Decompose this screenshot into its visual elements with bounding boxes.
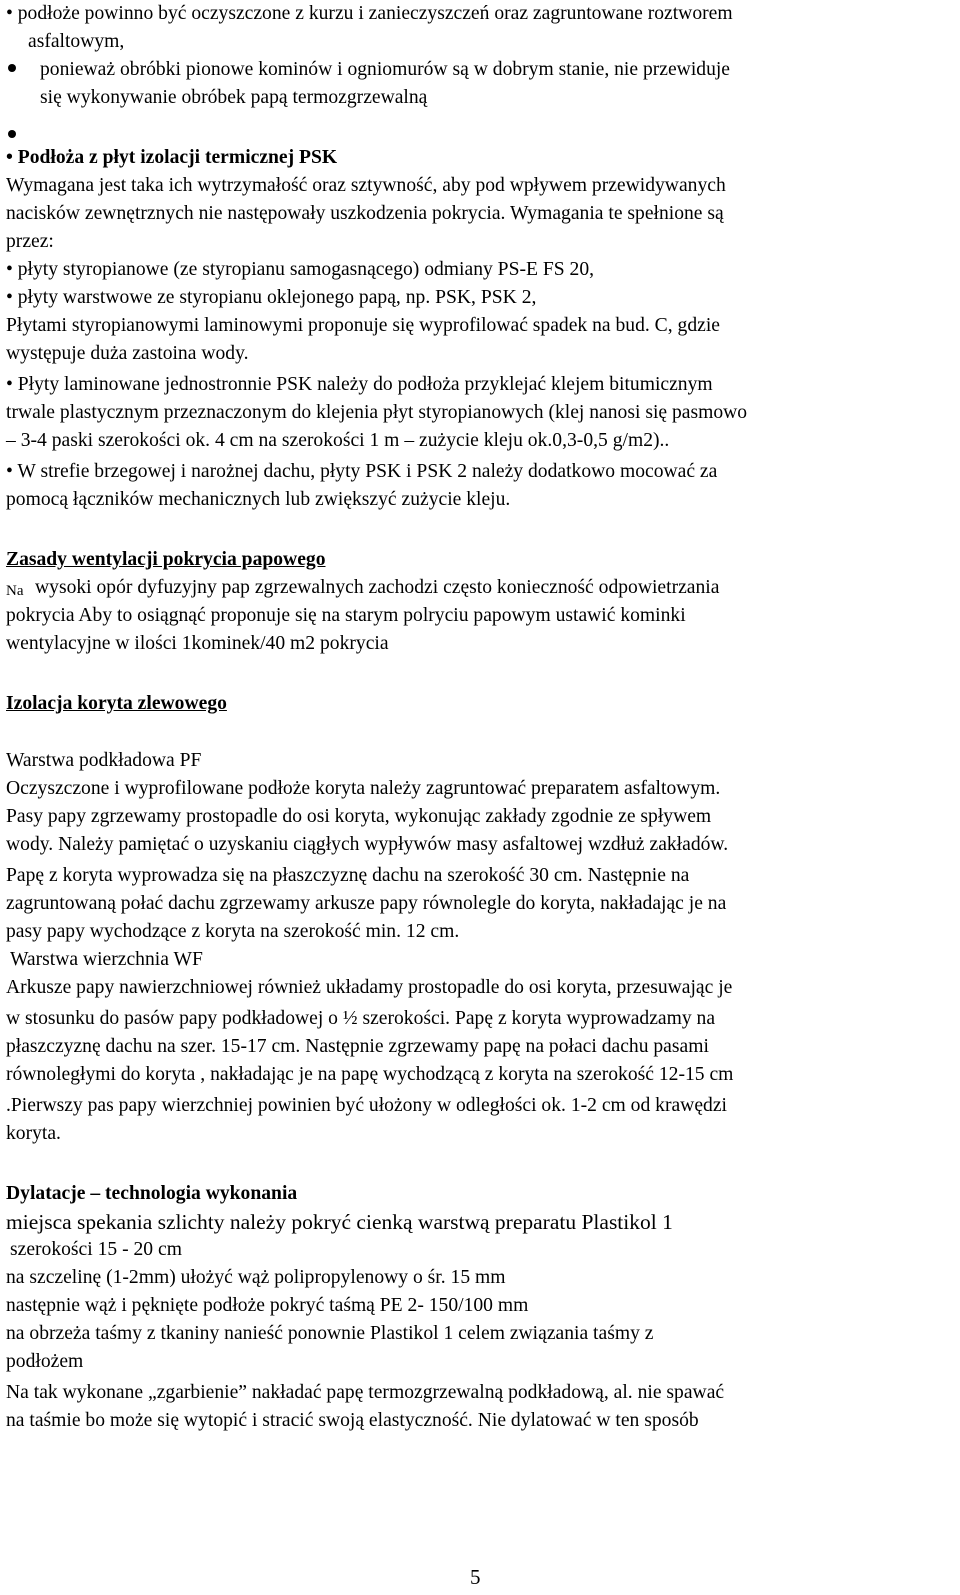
text-line: • W strefie brzegowej i narożnej dachu, płyty PSK i PSK 2 należy dodatkowo mocować za [6, 461, 718, 482]
bullet-dot [8, 64, 16, 72]
text-line: ponieważ obróbki pionowe kominów i ogniomurów są w dobrym stanie, nie przewiduje [40, 59, 731, 80]
text-line: płaszczyznę dachu na szer. 15-17 cm. Następnie zgrzewamy papę na połaci dachu pasami [6, 1036, 709, 1057]
text-line: Płytami styropianowymi laminowymi proponuje się wyprofilować spadek na bud. C, gdzie [6, 315, 720, 336]
section-subheading: • Podłoża z płyt izolacji termicznej PSK [6, 147, 338, 168]
page-number: 5 [470, 1565, 481, 1589]
text-line: • Płyty laminowane jednostronnie PSK należy do podłoża przyklejać klejem bitumicznym [6, 374, 713, 395]
text-line: podłożem [6, 1351, 84, 1372]
text-line: .Pierwszy pas papy wierzchniej powinien być ułożony w odległości ok. 1-2 cm od krawędzi [6, 1095, 727, 1116]
text-line: Warstwa wierzchnia WF [10, 949, 203, 970]
text-line: wysoki opór dyfuzyjny pap zgrzewalnych zachodzi często konieczność odpowietrzania [35, 577, 720, 598]
text-line: Na [6, 583, 24, 599]
text-line: Wymagana jest taka ich wytrzymałość oraz sztywność, aby pod wpływem przewidywanych [6, 175, 726, 196]
text-line: nacisków zewnętrznych nie następowały uszkodzenia pokrycia. Wymagania te spełnione są [6, 203, 724, 224]
text-line: asfaltowym, [28, 31, 125, 52]
text-line: • płyty styropianowe (ze styropianu samogasnącego) odmiany PS-E FS 20, [6, 259, 595, 280]
text-line: równoległymi do koryta , nakładając je na papę wychodzącą z koryta na szerokość 12-15 cm [6, 1064, 734, 1085]
text-line: Warstwa podkładowa PF [6, 750, 202, 771]
text-line: Pasy papy zgrzewamy prostopadle do osi koryta, wykonując zakłady zgodnie ze spływem [6, 806, 712, 827]
text-line: Na tak wykonane „zgarbienie” nakładać papę termozgrzewalną podkładową, al. nie spawać [6, 1382, 725, 1403]
text-line: w stosunku do pasów papy podkładowej o ½ szerokości. Papę z koryta wyprowadzamy na [6, 1008, 716, 1029]
section-heading: Zasady wentylacji pokrycia papowego [6, 549, 326, 570]
text-line: przez: [6, 231, 54, 252]
text-line: na taśmie bo może się wytopić i stracić swoją elastyczność. Nie dylatować w ten sposób [6, 1410, 699, 1431]
text-line: szerokości 15 - 20 cm [10, 1239, 182, 1260]
text-line: Papę z koryta wyprowadza się na płaszczyznę dachu na szerokość 30 cm. Następnie na [6, 865, 690, 886]
text-line: koryta. [6, 1123, 61, 1144]
text-line: pokrycia Aby to osiągnąć proponuje się na starym polryciu papowym ustawić kominki [6, 605, 686, 626]
text-line: – 3-4 paski szerokości ok. 4 cm na szerokości 1 m – zużycie kleju ok.0,3-0,5 g/m2).. [6, 430, 670, 451]
bullet-dot [8, 130, 16, 138]
section-heading: Dylatacje – technologia wykonania [6, 1183, 298, 1204]
text-line: Oczyszczone i wyprofilowane podłoże koryta należy zagruntować preparatem asfaltowym. [6, 778, 721, 799]
text-line: • podłoże powinno być oczyszczone z kurzu i zanieczyszczeń oraz zagruntowane roztworem [6, 3, 733, 24]
text-line: pasy papy wychodzące z koryta na szerokość min. 12 cm. [6, 921, 460, 942]
text-line: Arkusze papy nawierzchniowej również układamy prostopadle do osi koryta, przesuwając je [6, 977, 733, 998]
text-line: na obrzeża taśmy z tkaniny nanieść ponownie Plastikol 1 celem związania taśmy z [6, 1323, 654, 1344]
text-line: pomocą łączników mechanicznych lub zwiększyć zużycie kleju. [6, 489, 511, 510]
section-heading: Izolacja koryta zlewowego [6, 693, 227, 714]
text-line: wody. Należy pamiętać o uzyskaniu ciągłych wypływów masy asfaltowej wzdłuż zakładów. [6, 834, 729, 855]
text-line: miejsca spekania szlichty należy pokryć cienką warstwą preparatu Plastikol 1 [6, 1210, 673, 1234]
text-line: wentylacyjne w ilości 1kominek/40 m2 pokrycia [6, 633, 389, 654]
text-line: trwale plastycznym przeznaczonym do klejenia płyt styropianowych (klej nanosi się pasmowo [6, 402, 748, 423]
text-line: zagruntowaną połać dachu zgrzewamy arkusze papy równolegle do koryta, nakładając je na [6, 893, 727, 914]
text-line: występuje duża zastoina wody. [6, 343, 249, 364]
text-line: • płyty warstwowe ze styropianu oklejonego papą, np. PSK, PSK 2, [6, 287, 537, 308]
text-line: się wykonywanie obróbek papą termozgrzewalną [40, 87, 428, 108]
text-line: następnie wąż i pęknięte podłoże pokryć taśmą PE 2- 150/100 mm [6, 1295, 529, 1316]
text-line: na szczelinę (1-2mm) ułożyć wąż polipropylenowy o śr. 15 mm [6, 1267, 506, 1288]
